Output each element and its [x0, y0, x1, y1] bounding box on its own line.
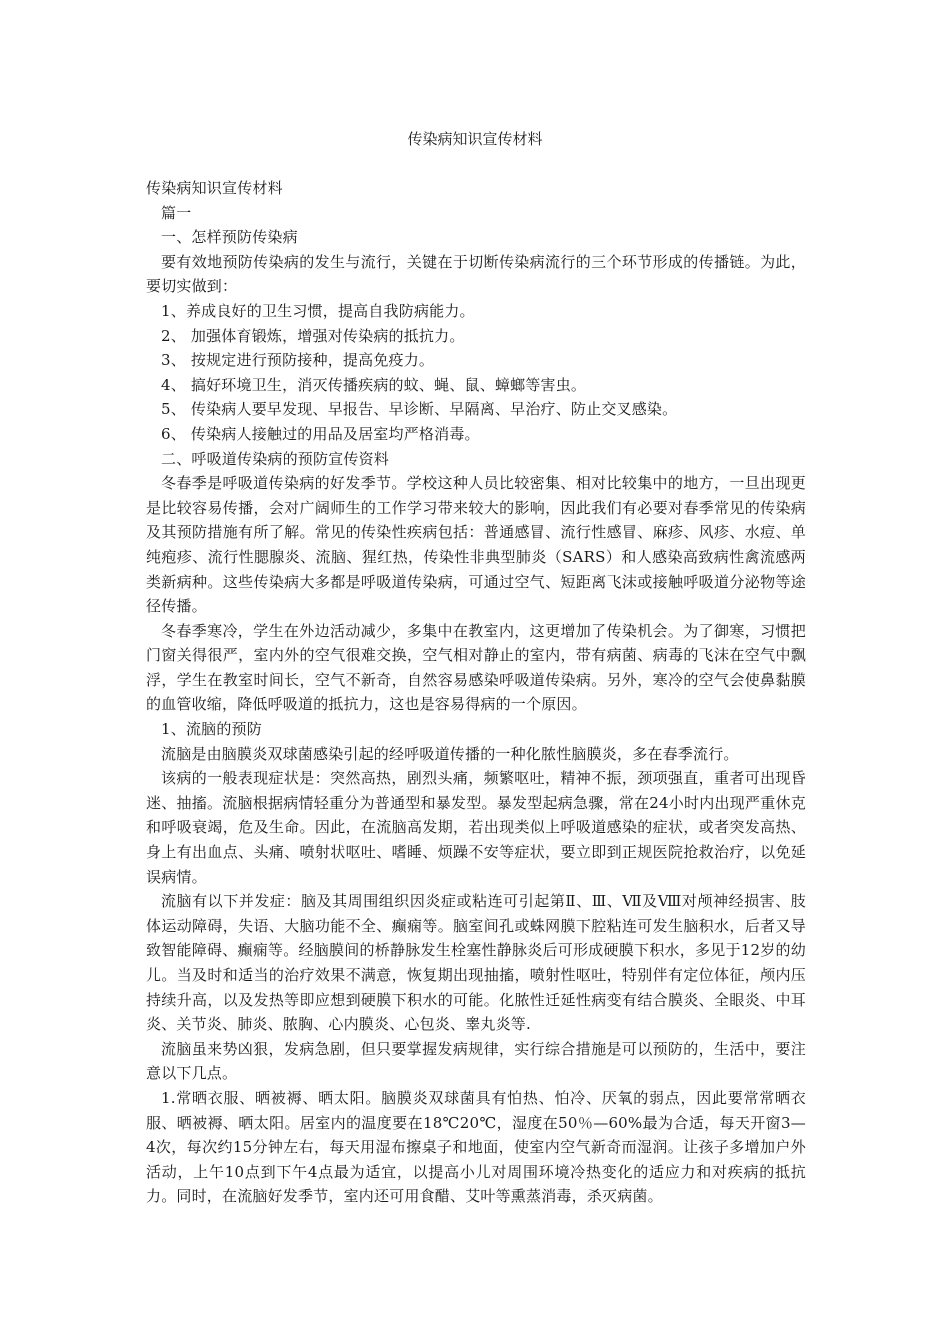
list-item: 5、 传染病人要早发现、早报告、早诊断、早隔离、早治疗、防止交叉感染。 [161, 400, 678, 419]
heading-prevention: 一、怎样预防传染病 [161, 228, 298, 247]
paragraph-body: 1.常晒衣服、晒被褥、晒太阳。脑膜炎双球菌具有怕热、怕冷、厌氧的弱点，因此要常常晒衣服、晒被褥、晒太阳。居室内的温度要在18℃20℃，湿度在50％—60%最为合适，每天开窗3—4次，每次约15分钟左右，每天用湿布擦桌子和地面，使室内空气新奇而湿润。让孩子多增加户外活动，上午10点到下午4点最为适宜，以提高小儿对周围环境冷热变化的适应力和对疾病的抵抗力。同时，在流脑好发季节，室内还可用食醋、艾叶等熏蒸消毒，杀灭病菌。 [146, 1088, 806, 1206]
list-item: 3、 按规定进行预防接种，提高免疫力。 [161, 351, 435, 370]
paragraph-section-label: 篇一 [161, 203, 192, 222]
heading-respiratory: 二、呼吸道传染病的预防宣传资料 [161, 449, 390, 468]
paragraph-body: 流脑虽来势凶狠，发病急剧，但只要掌握发病规律，实行综合措施是可以预防的，生活中，要注意以下几点。 [146, 1039, 806, 1083]
list-item: 2、 加强体育锻炼，增强对传染病的抵抗力。 [161, 326, 465, 345]
heading-meningitis: 1、流脑的预防 [161, 720, 262, 739]
paragraph-body: 流脑有以下并发症：脑及其周围组织因炎症或粘连可引起第Ⅱ、Ⅲ、Ⅶ及Ⅷ对颅神经损害、肢体运动障碍，失语、大脑功能不全、癫痫等。脑室间孔或蛛网膜下腔粘连可发生脑积水，后者又导致智能障碍、癫痫等。经脑膜间的桥静脉发生栓塞性静脉炎后可形成硬膜下积水，多见于12岁的幼儿。当及时和适当的治疗效果不满意，恢复期出现抽搐，喷射性呕吐，特别伴有定位体征，颅内压持续升高，以及发热等即应想到硬膜下积水的可能。化脓性迁延性病变有结合膜炎、全眼炎、中耳炎、关节炎、肺炎、脓胸、心内膜炎、心包炎、睾丸炎等. [146, 892, 806, 1034]
paragraph-body: 冬春季是呼吸道传染病的好发季节。学校这种人员比较密集、相对比较集中的地方，一旦出现更是比较容易传播，会对广阔师生的工作学习带来较大的影响，因此我们有必要对春季常见的传染病及其预防措施有所了解。常见的传染性疾病包括：普通感冒、流行性感冒、麻疹、风疹、水痘、单纯疱疹、流行性腮腺炎、流脑、猩红热，传染性非典型肺炎（SARS）和人感染高致病性禽流感两类新病种。这些传染病大多都是呼吸道传染病，可通过空气、短距离飞沫或接触呼吸道分泌物等途径传播。 [146, 474, 806, 616]
paragraph-intro: 要有效地预防传染病的发生与流行，关键在于切断传染病流行的三个环节形成的传播链。为此，要切实做到： [146, 252, 806, 296]
paragraph-subtitle: 传染病知识宣传材料 [146, 179, 283, 197]
paragraph-body: 冬春季寒冷，学生在外边活动减少，多集中在教室内，这更增加了传染机会。为了御寒，习惯把门窗关得很严，室内外的空气很难交换，空气相对静止的室内，带有病菌、病毒的飞沫在空气中飘浮，学生在教室时间长，空气不新奇，自然容易感染呼吸道传染病。另外，寒冷的空气会使鼻黏膜的血管收缩，降低呼吸道的抵抗力，这也是容易得病的一个原因。 [146, 621, 806, 714]
list-item: 4、 搞好环境卫生，消灭传播疾病的蚊、蝇、鼠、蟑螂等害虫。 [161, 375, 587, 394]
document-body [146, 176, 806, 1209]
paragraph-body: 该病的一般表现症状是：突然高热，剧烈头痛，频繁呕吐，精神不振，颈项强直，重者可出现昏迷、抽搐。流脑根据病情轻重分为普通型和暴发型。暴发型起病急骤，常在24小时内出现严重休克和呼吸衰竭，危及生命。因此，在流脑高发期，若出现类似上呼吸道感染的症状，或者突发高热、身上有出血点、头痛、喷射状呕吐、嗜睡、烦躁不安等症状，要立即到正规医院抢救治疗，以免延误病情。 [146, 769, 806, 886]
paragraph-body: 流脑是由脑膜炎双球菌感染引起的经呼吸道传播的一种化脓性脑膜炎，多在春季流行。 [161, 744, 739, 763]
list-item: 1、养成良好的卫生习惯，提高自我防病能力。 [161, 301, 475, 320]
list-item: 6、 传染病人接触过的用品及居室均严格消毒。 [161, 424, 480, 443]
document-title: 传染病知识宣传材料 [407, 130, 543, 148]
